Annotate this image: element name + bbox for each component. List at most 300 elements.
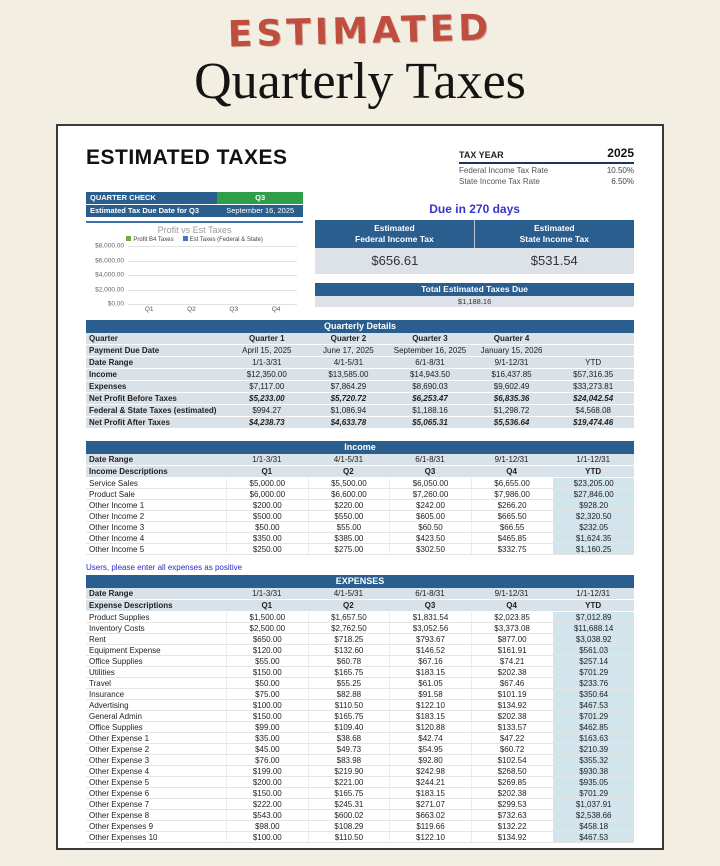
expense-description-cell[interactable]: Inventory Costs	[89, 624, 145, 633]
cell-q1: 1/1-3/31	[252, 589, 282, 598]
cell-q4[interactable]: $877.00	[471, 634, 553, 644]
cell-q4: 9/1-12/31	[494, 358, 529, 367]
cell-q3[interactable]: $183.15	[389, 711, 471, 721]
cell-q1[interactable]: $200.00	[226, 500, 308, 510]
expense-description-cell[interactable]: Office Supplies	[89, 723, 143, 732]
cell-q3[interactable]: $3,052.56	[389, 623, 471, 633]
tax-year-value[interactable]: 2025	[607, 146, 634, 160]
cell-q3[interactable]: $67.16	[389, 656, 471, 666]
cell-q1[interactable]: $250.00	[226, 544, 308, 554]
cell-q4[interactable]: $132.22	[471, 821, 553, 831]
cell-q4[interactable]: $47.22	[471, 733, 553, 743]
cell-q4[interactable]: $202.38	[471, 788, 553, 798]
right-column	[315, 192, 634, 312]
cell-ytd: $23,205.00	[552, 478, 634, 488]
expense-row	[86, 821, 634, 832]
expense-description-cell[interactable]: Other Expense 3	[89, 756, 150, 765]
income-description-cell[interactable]: Other Income 1	[89, 501, 145, 510]
cell-q1[interactable]: $99.00	[226, 722, 308, 732]
total-taxes-bar: Total Estimated Taxes Due	[315, 283, 634, 296]
cell-q4[interactable]: $202.38	[471, 711, 553, 721]
cell-ytd: $33,273.81	[573, 382, 614, 391]
cell-ytd: $1,037.91	[552, 799, 634, 809]
cell-q3: Q3	[424, 467, 436, 476]
expense-row	[86, 832, 634, 843]
cell-ytd: $257.14	[552, 656, 634, 666]
cell-q1[interactable]: $100.00	[226, 700, 308, 710]
row-label: Date Range	[89, 589, 134, 598]
expense-row	[86, 645, 634, 656]
cell-q2[interactable]: $1,657.50	[308, 612, 390, 622]
cell-q2[interactable]: $5,500.00	[308, 478, 390, 488]
income-description-cell[interactable]: Other Income 4	[89, 534, 145, 543]
cell-q4[interactable]: $665.50	[471, 511, 553, 521]
cell-q2[interactable]: $60.78	[308, 656, 390, 666]
expense-description-cell[interactable]: Other Expenses 10	[89, 833, 158, 842]
cell-q1[interactable]: $100.00	[226, 832, 308, 842]
row-label: Date Range	[89, 358, 134, 367]
cell-q2: Quarter 2	[330, 334, 367, 343]
cell-q2[interactable]: $165.75	[308, 667, 390, 677]
cell-q2[interactable]: $385.00	[308, 533, 390, 543]
cell-q4[interactable]: $66.55	[471, 522, 553, 532]
cell-ytd: $930.38	[552, 766, 634, 776]
federal-tax-value: $656.61	[315, 248, 474, 274]
expense-row	[86, 678, 634, 689]
cell-q3: $6,253.47	[412, 394, 448, 403]
cell-q3[interactable]: $242.98	[389, 766, 471, 776]
expenses-date-range-row	[86, 588, 634, 600]
expense-row	[86, 634, 634, 645]
cell-ytd: $935.05	[552, 777, 634, 787]
cell-q1[interactable]: $150.00	[226, 788, 308, 798]
cell-q2[interactable]: $83.98	[308, 755, 390, 765]
tax-year-label: TAX YEAR	[459, 150, 504, 160]
row-label: Quarter	[89, 334, 118, 343]
cell-q2[interactable]: $600.02	[308, 810, 390, 820]
expenses-section	[86, 575, 634, 843]
tax-rate-row	[459, 175, 634, 186]
cell-q4[interactable]: $202.38	[471, 667, 553, 677]
cell-q4: $16,437.85	[491, 370, 532, 379]
income-description-cell[interactable]: Service Sales	[89, 479, 138, 488]
state-tax-column	[475, 220, 634, 274]
cell-q3[interactable]: $6,050.00	[389, 478, 471, 488]
cell-ytd: $928.20	[552, 500, 634, 510]
cell-ytd: $701.29	[552, 788, 634, 798]
expense-description-cell[interactable]: Office Supplies	[89, 657, 143, 666]
cell-q1[interactable]: $75.00	[226, 689, 308, 699]
due-date-label: Estimated Tax Due Date for Q3	[90, 206, 200, 215]
chart-bars	[128, 246, 297, 304]
row-label: Expenses	[89, 382, 127, 391]
total-taxes-value: $1,188.16	[315, 296, 634, 307]
income-description-cell[interactable]: Product Sale	[89, 490, 135, 499]
cell-ytd: $1,160.25	[552, 544, 634, 554]
cell-q1[interactable]: $76.00	[226, 755, 308, 765]
cell-q4[interactable]: $6,655.00	[471, 478, 553, 488]
cell-q4[interactable]: $133.57	[471, 722, 553, 732]
cell-q1[interactable]: $5,000.00	[226, 478, 308, 488]
cell-ytd: $3,038.92	[552, 634, 634, 644]
cell-q2[interactable]: $6,600.00	[308, 489, 390, 499]
cell-q2: $5,720.72	[330, 394, 367, 403]
row-label: Net Profit Before Taxes	[89, 394, 177, 403]
cell-q2[interactable]: $220.00	[308, 500, 390, 510]
chart-x-labels	[128, 306, 297, 313]
expense-row	[86, 700, 634, 711]
expenses-section-title: EXPENSES	[86, 575, 634, 588]
cell-q1[interactable]: $98.00	[226, 821, 308, 831]
legend-swatch-icon	[126, 236, 131, 241]
cell-q3[interactable]: $663.02	[389, 810, 471, 820]
income-row	[86, 478, 634, 489]
quarterly-row	[86, 333, 634, 345]
cell-ytd: YTD	[585, 601, 602, 610]
cell-q2: 4/1-5/31	[333, 589, 364, 598]
state-header-line1: Estimated	[533, 223, 575, 233]
cell-q1[interactable]: $35.00	[226, 733, 308, 743]
cell-q4: January 15, 2026	[480, 346, 543, 355]
cell-q1[interactable]: $543.00	[226, 810, 308, 820]
y-axis-tick-label: $8,000.00	[95, 242, 124, 250]
income-row	[86, 522, 634, 533]
cell-q2[interactable]: $221.00	[308, 777, 390, 787]
cell-q4[interactable]: $268.50	[471, 766, 553, 776]
y-axis-tick-label: $0.00	[107, 300, 124, 308]
quarter-check-row	[86, 192, 303, 204]
cell-q3[interactable]: $42.74	[389, 733, 471, 743]
cell-q3[interactable]: $1,831.54	[389, 612, 471, 622]
cell-q2[interactable]: $49.73	[308, 744, 390, 754]
cell-q1[interactable]: $1,500.00	[226, 612, 308, 622]
cell-q1: 1/1-3/31	[252, 455, 282, 464]
chart-plot	[95, 242, 297, 308]
cell-q3[interactable]: $119.66	[389, 821, 471, 831]
cell-q1[interactable]: $120.00	[226, 645, 308, 655]
cell-q2[interactable]: $219.90	[308, 766, 390, 776]
cell-q2: $13,585.00	[328, 370, 369, 379]
cell-ytd: 1/1-12/31	[576, 455, 611, 464]
row-label: Income	[89, 370, 118, 379]
tax-rate-value[interactable]: 10.50%	[606, 166, 634, 175]
cell-ytd: $232.05	[552, 522, 634, 532]
tax-rate-value[interactable]: 6.50%	[611, 177, 634, 186]
cell-q3[interactable]: $120.88	[389, 722, 471, 732]
cell-q1[interactable]: $150.00	[226, 711, 308, 721]
cell-q1[interactable]: $500.00	[226, 511, 308, 521]
due-date-row	[86, 205, 303, 217]
cell-q1: April 15, 2025	[242, 346, 292, 355]
expense-row	[86, 788, 634, 799]
cell-q1: $994.27	[252, 406, 282, 415]
cell-q3: $14,943.50	[409, 370, 450, 379]
income-section-title: Income	[86, 441, 634, 454]
cell-q2[interactable]: $108.29	[308, 821, 390, 831]
cell-q4[interactable]: $74.21	[471, 656, 553, 666]
cell-ytd: $24,042.54	[573, 394, 614, 403]
cell-q3[interactable]: $54.95	[389, 744, 471, 754]
state-header-line2: State Income Tax	[519, 234, 589, 244]
y-axis-tick-label: $6,000.00	[95, 257, 124, 264]
expense-description-cell[interactable]: Other Expense 7	[89, 800, 150, 809]
cell-q1[interactable]: $50.00	[226, 678, 308, 688]
cell-q4: $9,602.49	[493, 382, 530, 391]
tax-rate-row	[459, 164, 634, 175]
accent-divider	[86, 221, 303, 223]
income-row	[86, 544, 634, 555]
cell-ytd: $163.63	[552, 733, 634, 743]
cell-q4[interactable]: $465.85	[471, 533, 553, 543]
cell-q2[interactable]: $550.00	[308, 511, 390, 521]
profit-vs-taxes-chart	[86, 225, 303, 321]
cell-q3[interactable]: $244.21	[389, 777, 471, 787]
cell-q1[interactable]: $50.00	[226, 522, 308, 532]
cell-q3[interactable]: $146.52	[389, 645, 471, 655]
card-header	[86, 146, 634, 186]
expense-description-cell[interactable]: Other Expense 5	[89, 778, 150, 787]
chart-title: Profit vs Est Taxes	[157, 225, 232, 235]
cell-q4: Quarter 4	[493, 334, 530, 343]
cell-q4[interactable]: $269.85	[471, 777, 553, 787]
expense-description-cell[interactable]: Advertising	[89, 701, 129, 710]
quarter-check-title: QUARTER CHECK	[90, 193, 156, 202]
tax-year-block	[459, 146, 634, 186]
quarterly-row	[86, 357, 634, 369]
quarter-check-value[interactable]: Q3	[217, 192, 303, 204]
income-section	[86, 441, 634, 555]
cell-q1[interactable]: $6,000.00	[226, 489, 308, 499]
cell-ytd: YTD	[585, 467, 602, 476]
cell-q2[interactable]: $82.88	[308, 689, 390, 699]
cell-q2[interactable]: $55.25	[308, 678, 390, 688]
cell-q3[interactable]: $183.15	[389, 788, 471, 798]
expense-description-cell[interactable]: Other Expense 2	[89, 745, 150, 754]
legend-swatch-icon	[183, 236, 188, 241]
expense-description-cell[interactable]: Other Expense 4	[89, 767, 150, 776]
cell-q4[interactable]: $732.63	[471, 810, 553, 820]
expense-row	[86, 733, 634, 744]
cell-q3[interactable]: $271.07	[389, 799, 471, 809]
cell-ytd: $27,846.00	[552, 489, 634, 499]
cell-q3[interactable]: $61.05	[389, 678, 471, 688]
cell-q3: 6/1-8/31	[415, 455, 445, 464]
row-label: Date Range	[89, 455, 134, 464]
row-label: Federal & State Taxes (estimated)	[89, 406, 217, 415]
cell-ytd: $467.53	[552, 700, 634, 710]
cell-q4[interactable]: $299.53	[471, 799, 553, 809]
cell-q2: Q2	[343, 467, 354, 476]
cell-q1[interactable]: $350.00	[226, 533, 308, 543]
quarterly-details-section	[86, 320, 634, 429]
cell-q1: $4,238.73	[249, 418, 285, 427]
expense-row	[86, 667, 634, 678]
cell-q4[interactable]: $161.91	[471, 645, 553, 655]
row-label: Expense Descriptions	[89, 601, 173, 610]
income-description-cell[interactable]: Other Income 2	[89, 512, 145, 521]
cell-q4[interactable]: $60.72	[471, 744, 553, 754]
expense-description-cell[interactable]: Rent	[89, 635, 106, 644]
income-descriptions-row	[86, 466, 634, 478]
sheet-title: ESTIMATED TAXES	[86, 146, 288, 169]
cell-q3: Q3	[424, 601, 436, 610]
cell-q3[interactable]: $302.50	[389, 544, 471, 554]
expense-description-cell[interactable]: Equipment Expense	[89, 646, 161, 655]
legend-item: Profit B4 Taxes	[126, 236, 173, 243]
cell-q2[interactable]: $109.40	[308, 722, 390, 732]
cell-q3[interactable]: $122.10	[389, 832, 471, 842]
cell-q4[interactable]: $2,023.85	[471, 612, 553, 622]
cell-q3: Quarter 3	[412, 334, 448, 343]
cell-q1[interactable]: $55.00	[226, 656, 308, 666]
x-axis-tick-label: Q4	[271, 306, 281, 313]
expenses-descriptions-row	[86, 600, 634, 612]
cell-ytd: 1/1-12/31	[576, 589, 611, 598]
cell-q2: $1,086.94	[330, 406, 367, 415]
income-row	[86, 489, 634, 500]
cell-q1[interactable]: $2,500.00	[226, 623, 308, 633]
cell-q4: Q4	[506, 601, 517, 610]
expense-description-cell[interactable]: Product Supplies	[89, 613, 150, 622]
cell-ytd: $7,012.89	[552, 612, 634, 622]
due-date-value: September 16, 2025	[226, 206, 295, 215]
expense-description-cell[interactable]: Other Expenses 9	[89, 822, 154, 831]
cell-q4[interactable]: $134.92	[471, 700, 553, 710]
cell-q3[interactable]: $91.58	[389, 689, 471, 699]
cell-q3: 6/1-8/31	[415, 358, 445, 367]
cell-q1: $5,233.00	[249, 394, 285, 403]
cell-q2[interactable]: $718.25	[308, 634, 390, 644]
cell-q3[interactable]: $7,260.00	[389, 489, 471, 499]
cell-q3[interactable]: $92.80	[389, 755, 471, 765]
federal-tax-column	[315, 220, 474, 274]
cell-ytd	[552, 345, 634, 356]
cell-q2[interactable]: $132.60	[308, 645, 390, 655]
poster-title-main: Quarterly Taxes	[194, 53, 526, 110]
cell-q4[interactable]: $67.46	[471, 678, 553, 688]
cell-q3[interactable]: $793.67	[389, 634, 471, 644]
expense-row	[86, 722, 634, 733]
cell-q4[interactable]: $101.19	[471, 689, 553, 699]
cell-q4: $1,298.72	[493, 406, 530, 415]
cell-q3[interactable]: $60.50	[389, 522, 471, 532]
cell-q4: 9/1-12/31	[494, 455, 529, 464]
expense-row	[86, 623, 634, 634]
poster-title-block	[0, 0, 720, 110]
cell-ytd: $462.85	[552, 722, 634, 732]
cell-q2[interactable]: $2,762.50	[308, 623, 390, 633]
cell-q1: Q1	[261, 467, 273, 476]
row-label: Income Descriptions	[89, 467, 168, 476]
cell-ytd: $2,320.50	[552, 511, 634, 521]
cell-q4: $6,835.36	[493, 394, 530, 403]
cell-q1[interactable]: $45.00	[226, 744, 308, 754]
x-axis-tick-label: Q1	[144, 306, 154, 313]
cell-q1[interactable]: $150.00	[226, 667, 308, 677]
income-description-cell[interactable]: Other Income 5	[89, 545, 145, 554]
expense-row	[86, 777, 634, 788]
cell-q4[interactable]: $3,373.08	[471, 623, 553, 633]
cell-q2[interactable]: $275.00	[308, 544, 390, 554]
cell-q2: June 17, 2025	[323, 346, 374, 355]
expense-description-cell[interactable]: Other Expense 1	[89, 734, 150, 743]
income-date-range-row	[86, 454, 634, 466]
expense-description-cell[interactable]: Utilities	[89, 668, 115, 677]
x-axis-tick-label: Q3	[229, 306, 239, 313]
cell-q4: Q4	[506, 467, 517, 476]
cell-q2[interactable]: $245.31	[308, 799, 390, 809]
expense-description-cell[interactable]: Insurance	[89, 690, 125, 699]
expense-description-cell[interactable]: Other Expense 6	[89, 789, 150, 798]
expense-description-cell[interactable]: Other Expense 8	[89, 811, 150, 820]
cell-ytd: $701.29	[552, 667, 634, 677]
cell-q2[interactable]: $165.75	[308, 788, 390, 798]
federal-header-line1: Estimated	[374, 223, 415, 233]
cell-q1[interactable]: $200.00	[226, 777, 308, 787]
cell-q4: 9/1-12/31	[494, 589, 529, 598]
cell-q1[interactable]: $199.00	[226, 766, 308, 776]
cell-q4[interactable]: $266.20	[471, 500, 553, 510]
expense-description-cell[interactable]: Travel	[89, 679, 111, 688]
tax-year-row	[459, 146, 634, 164]
cell-ytd: $467.53	[552, 832, 634, 842]
expense-row	[86, 755, 634, 766]
cell-q1: $12,350.00	[246, 370, 287, 379]
legend-item: Est Taxes (Federal & State)	[183, 236, 263, 243]
cell-q3[interactable]: $423.50	[389, 533, 471, 543]
cell-q2: 4/1-5/31	[333, 358, 364, 367]
cell-q2[interactable]: $38.68	[308, 733, 390, 743]
cell-q3: $8,690.03	[412, 382, 448, 391]
cell-q2[interactable]: $110.50	[308, 832, 390, 842]
quarterly-row	[86, 345, 634, 357]
income-row	[86, 533, 634, 544]
income-description-cell[interactable]: Other Income 3	[89, 523, 145, 532]
cell-q1: $7,117.00	[249, 382, 285, 391]
left-column	[86, 192, 303, 312]
cell-q3[interactable]: $242.00	[389, 500, 471, 510]
cell-q2[interactable]: $110.50	[308, 700, 390, 710]
cell-ytd: $2,538.66	[552, 810, 634, 820]
cell-ytd: $4,568.08	[575, 406, 611, 415]
cell-ytd: $57,316.35	[573, 370, 614, 379]
spreadsheet-card	[56, 124, 664, 850]
expense-description-cell[interactable]: General Admin	[89, 712, 142, 721]
income-row	[86, 511, 634, 522]
federal-header-line2: Federal Income Tax	[355, 234, 434, 244]
quarterly-row	[86, 369, 634, 381]
cell-q4[interactable]: $134.92	[471, 832, 553, 842]
cell-q2[interactable]: $55.00	[308, 522, 390, 532]
quarterly-row	[86, 417, 634, 429]
expense-row	[86, 656, 634, 667]
cell-q1[interactable]: $650.00	[226, 634, 308, 644]
tax-rate-label: Federal Income Tax Rate	[459, 166, 549, 175]
cell-q3[interactable]: $605.00	[389, 511, 471, 521]
cell-q4[interactable]: $7,986.00	[471, 489, 553, 499]
cell-q4[interactable]: $102.54	[471, 755, 553, 765]
cell-q1: Quarter 1	[249, 334, 285, 343]
cell-q1[interactable]: $222.00	[226, 799, 308, 809]
cell-q3[interactable]: $183.15	[389, 667, 471, 677]
cell-q1: 1/1-3/31	[252, 358, 282, 367]
cell-q2: $7,864.29	[330, 382, 367, 391]
cell-ytd: $355.32	[552, 755, 634, 765]
cell-q4[interactable]: $332.75	[471, 544, 553, 554]
cell-q3[interactable]: $122.10	[389, 700, 471, 710]
cell-q3: September 16, 2025	[393, 346, 467, 355]
cell-q2[interactable]: $165.75	[308, 711, 390, 721]
